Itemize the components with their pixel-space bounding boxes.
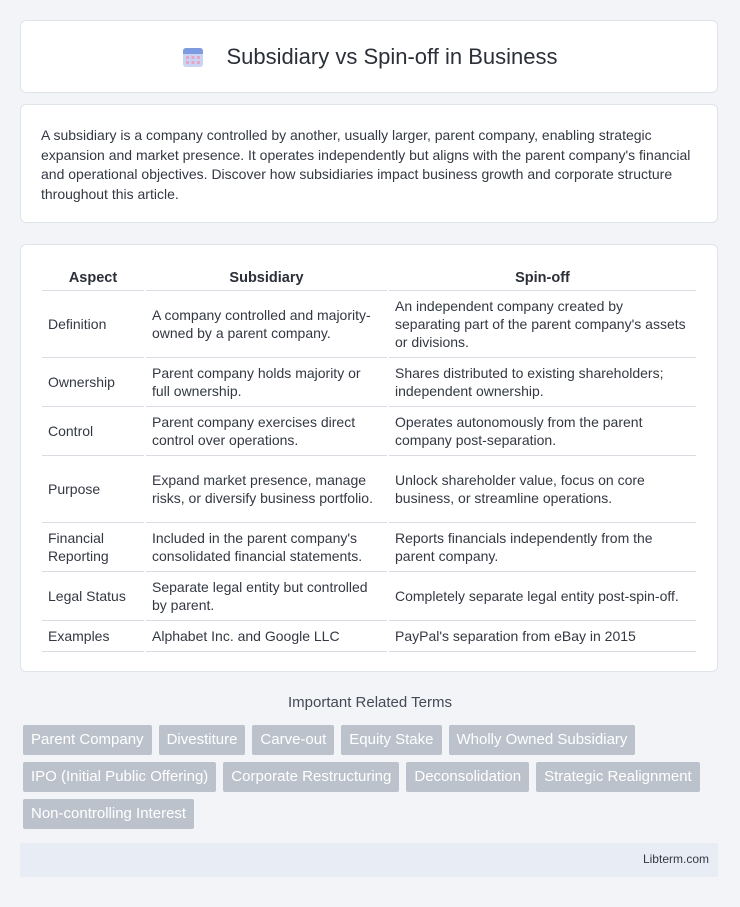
aspect-cell: Financial Reporting (42, 523, 144, 572)
intro-text: A subsidiary is a company controlled by another, usually larger, parent company, enabling strategic expansion and market presence. It operates independently but aligns with the parent company's financial and operational objectives. Discover how subsidiaries impact business growth and corporate structure throughout this article. (41, 127, 691, 202)
aspect-cell: Ownership (42, 358, 144, 407)
table-row (42, 456, 696, 523)
aspect-cell: Purpose (42, 456, 144, 523)
table-row (42, 572, 696, 621)
spin-off-cell: Shares distributed to existing shareholders; independent ownership. (389, 358, 696, 407)
term-tag-deconsolidation[interactable]: Deconsolidation (406, 762, 529, 792)
subsidiary-cell: Parent company exercises direct control over operations. (146, 407, 387, 456)
intro-card (20, 104, 718, 223)
footer-brand-link[interactable]: Libterm.com (642, 852, 709, 866)
term-tag-ipo[interactable]: IPO (Initial Public Offering) (23, 762, 216, 792)
term-tag-non-controlling-interest[interactable]: Non-controlling Interest (23, 799, 194, 829)
term-tag-strategic-realignment[interactable]: Strategic Realignment (536, 762, 700, 792)
spin-off-cell: An independent company created by separating part of the parent company's assets or divisions. (389, 291, 696, 358)
calendar-icon (181, 45, 205, 69)
table-row (42, 358, 696, 407)
table-row (42, 523, 696, 572)
aspect-cell: Legal Status (42, 572, 144, 621)
aspect-cell: Definition (42, 291, 144, 358)
subsidiary-cell: A company controlled and majority-owned by a parent company. (146, 291, 387, 358)
spin-off-cell: PayPal's separation from eBay in 2015 (389, 621, 696, 652)
table-row (42, 291, 696, 358)
footer (20, 843, 718, 877)
table-row (42, 621, 696, 652)
subsidiary-cell: Parent company holds majority or full ownership. (146, 358, 387, 407)
table-row (42, 407, 696, 456)
term-tag-divestiture[interactable]: Divestiture (159, 725, 246, 755)
subsidiary-cell: Alphabet Inc. and Google LLC (146, 621, 387, 652)
term-tag-corporate-restructuring[interactable]: Corporate Restructuring (223, 762, 399, 792)
comparison-card (20, 244, 718, 672)
term-tag-parent-company[interactable]: Parent Company (23, 725, 152, 755)
comparison-table (40, 263, 698, 652)
title-card (20, 20, 718, 93)
spin-off-cell: Reports financials independently from the parent company. (389, 523, 696, 572)
header-spin-off: Spin-off (389, 263, 696, 291)
subsidiary-cell: Separate legal entity but controlled by parent. (146, 572, 387, 621)
related-terms-title: Important Related Terms (288, 694, 452, 711)
term-tag-equity-stake[interactable]: Equity Stake (341, 725, 441, 755)
term-tag-wholly-owned-subsidiary[interactable]: Wholly Owned Subsidiary (449, 725, 636, 755)
spin-off-cell: Unlock shareholder value, focus on core business, or streamline operations. (389, 456, 696, 523)
spin-off-cell: Completely separate legal entity post-spin-off. (389, 572, 696, 621)
aspect-cell: Examples (42, 621, 144, 652)
page-title: Subsidiary vs Spin-off in Business (226, 43, 558, 69)
header-subsidiary: Subsidiary (146, 263, 387, 291)
aspect-cell: Control (42, 407, 144, 456)
spin-off-cell: Operates autonomously from the parent company post-separation. (389, 407, 696, 456)
table-header-row (42, 263, 696, 291)
subsidiary-cell: Included in the parent company's consolidated financial statements. (146, 523, 387, 572)
term-tag-carve-out[interactable]: Carve-out (252, 725, 334, 755)
subsidiary-cell: Expand market presence, manage risks, or diversify business portfolio. (146, 456, 387, 523)
header-aspect: Aspect (42, 263, 144, 291)
related-terms-list (23, 725, 723, 829)
